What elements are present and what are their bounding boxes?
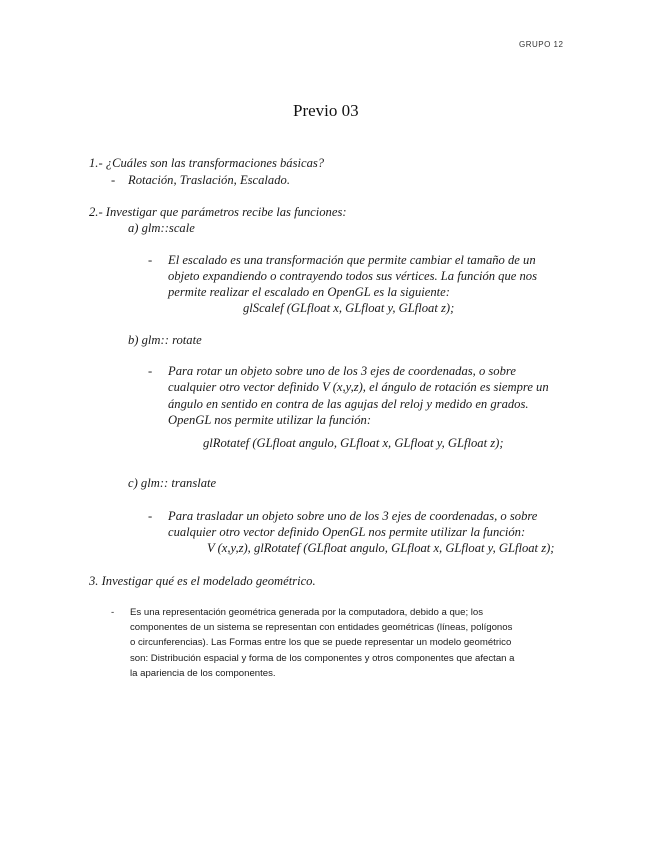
scale-text-line: permite realizar el escalado en OpenGL es la siguiente: — [168, 285, 450, 299]
answer-3-line: son: Distribución espacial y forma de los componentes y otros componentes que afectan a — [130, 653, 515, 664]
bullet-dash: - — [148, 253, 153, 267]
translate-text-line: Para trasladar un objeto sobre uno de los 3 ejes de coordenadas, o sobre — [168, 509, 538, 523]
bullet-dash: - — [111, 173, 116, 187]
group-header: GRUPO 12 — [519, 40, 564, 49]
answer-1: Rotación, Traslación, Escalado. — [128, 173, 290, 187]
rotate-function-code: glRotatef (GLfloat angulo, GLfloat x, GLfloat y, GLfloat z); — [203, 436, 504, 450]
page-title: Previo 03 — [293, 101, 359, 120]
rotate-text-line: cualquier otro vector definido V (x,y,z), el ángulo de rotación es siempre un — [168, 380, 549, 394]
subsection-b-label: b) glm:: rotate — [128, 333, 202, 347]
scale-text-line: objeto expandiendo o contrayendo todos sus vértices. La función que nos — [168, 269, 538, 283]
question-3: 3. Investigar qué es el modelado geométrico. — [89, 574, 316, 588]
scale-function-code: glScalef (GLfloat x, GLfloat y, GLfloat z); — [243, 301, 455, 315]
answer-3-line: la apariencia de los componentes. — [130, 668, 276, 679]
bullet-dash: - — [111, 607, 115, 618]
bullet-dash: - — [148, 364, 153, 378]
subsection-a-label: a) glm::scale — [128, 221, 195, 235]
answer-3-line: o circunferencias). Las Formas entre los que se puede representar un modelo geométrico — [130, 637, 512, 648]
rotate-text-line: OpenGL nos permite utilizar la función: — [168, 413, 372, 427]
scale-text-line: El escalado es una transformación que permite cambiar el tamaño de un — [168, 253, 536, 267]
answer-3-line: componentes de un sistema se representan con entidades geométricas (líneas, polígonos — [130, 622, 513, 633]
question-1: 1.- ¿Cuáles son las transformaciones básicas? — [89, 156, 325, 170]
subsection-c-label: c) glm:: translate — [128, 476, 217, 490]
translate-text-line: cualquier otro vector definido OpenGL nos permite utilizar la función: — [168, 525, 526, 539]
translate-function-code: V (x,y,z), glRotatef (GLfloat angulo, GLfloat x, GLfloat y, GLfloat z); — [207, 541, 555, 555]
rotate-text-line: Para rotar un objeto sobre uno de los 3 ejes de coordenadas, o sobre — [168, 364, 516, 378]
rotate-text-line: ángulo en sentido en contra de las agujas del reloj y medido en grados. — [168, 397, 529, 411]
answer-3-line: Es una representación geométrica generada por la computadora, debido a que; los — [130, 607, 484, 618]
question-2: 2.- Investigar que parámetros recibe las funciones: — [89, 205, 347, 219]
bullet-dash: - — [148, 509, 153, 523]
